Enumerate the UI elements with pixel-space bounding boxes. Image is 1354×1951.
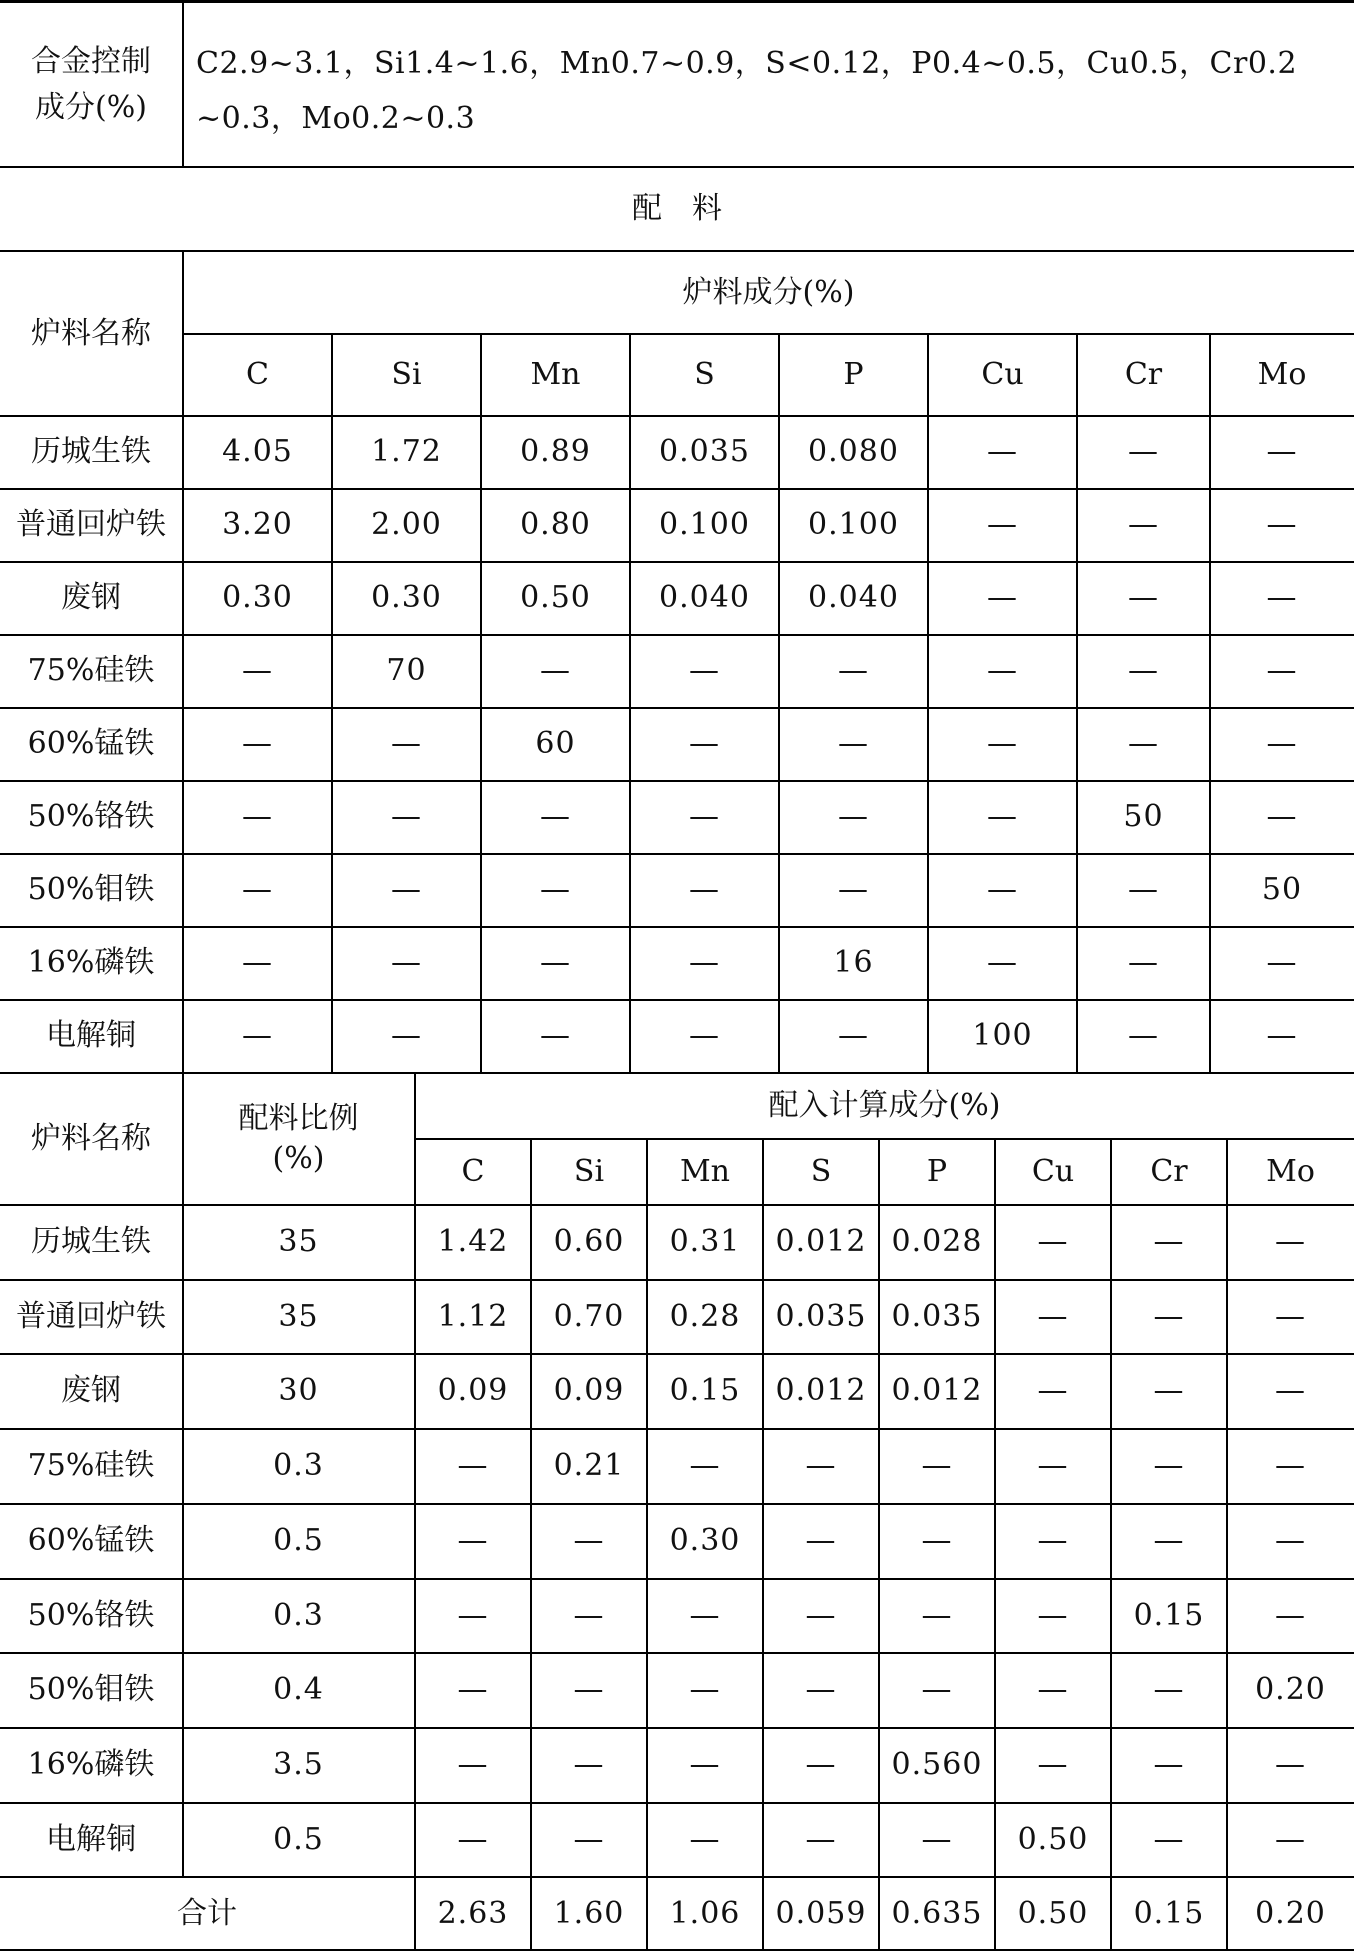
t2-cell: —: [457, 1448, 489, 1484]
t2-row-ratio: 0.5: [273, 1522, 324, 1558]
t2-row-rule: [0, 1802, 1354, 1804]
t2-name-divider: [182, 1073, 184, 1877]
t2-cell: 0.09: [553, 1373, 625, 1409]
t2-cell: —: [689, 1821, 721, 1857]
t2-cell: 0.70: [553, 1298, 625, 1334]
t1-group-header: 炉料成分(%): [682, 274, 855, 310]
t1-cell: —: [1266, 726, 1298, 762]
t2-cell: 0.20: [1255, 1672, 1326, 1708]
t1-cell: —: [1266, 1018, 1298, 1054]
t2-cell: 0.30: [669, 1522, 741, 1558]
t1-row-name: 电解铜: [46, 1018, 136, 1054]
t2-row-rule: [0, 1876, 1354, 1878]
t2-cell: 0.50: [1017, 1821, 1089, 1857]
t2-cell: —: [689, 1448, 721, 1484]
t2-cell: —: [1037, 1746, 1069, 1782]
section-title-text: 配 料: [632, 190, 722, 226]
t1-cell: —: [838, 872, 869, 908]
t1-cell: 70: [386, 653, 427, 689]
t1-row-rule: [0, 999, 1354, 1001]
t2-cell: —: [1037, 1672, 1069, 1708]
t2-cell: —: [1153, 1522, 1185, 1558]
t1-row-name: 75%硅铁: [27, 653, 155, 689]
t1-row-name: 60%锰铁: [27, 726, 155, 762]
t2-cell: 0.012: [775, 1224, 867, 1260]
t2-cell: 0.21: [553, 1448, 625, 1484]
t2-row-ratio: 35: [278, 1298, 319, 1334]
t1-cell: 2.00: [371, 507, 442, 543]
t1-cell: —: [1266, 945, 1298, 981]
t1-element-header: Si: [391, 356, 422, 392]
t2-rule-under-elements: [0, 1204, 1354, 1206]
t1-cell: —: [242, 653, 273, 689]
t2-total-cell: 0.20: [1255, 1895, 1326, 1931]
alloy-spec-text: [196, 36, 1344, 146]
t2-cell: —: [457, 1672, 489, 1708]
t2-cell: 0.035: [775, 1298, 867, 1334]
t2-cell: 0.60: [553, 1224, 625, 1260]
t1-cell: —: [391, 726, 422, 762]
t1-col-divider: [1076, 334, 1078, 1073]
t2-cell: 0.012: [775, 1373, 867, 1409]
alloy-spec-label: [0, 4, 182, 166]
t1-cell: —: [1128, 434, 1159, 470]
t2-row-rule: [0, 1578, 1354, 1580]
t1-cell: 0.30: [222, 580, 293, 616]
t2-cell: 0.09: [437, 1373, 509, 1409]
t2-total-cell: 0.059: [775, 1895, 867, 1931]
t2-cell: —: [689, 1597, 721, 1633]
t1-cell: —: [391, 872, 422, 908]
t1-row-rule: [0, 853, 1354, 855]
t2-cell: —: [1037, 1522, 1069, 1558]
t1-cell: —: [1266, 507, 1298, 543]
t1-cell: 0.040: [659, 580, 750, 616]
t2-ratio-header-line2: (%): [272, 1141, 325, 1176]
t1-col-divider: [927, 334, 929, 1073]
t2-row-rule: [0, 1652, 1354, 1654]
t2-row-ratio: 30: [278, 1373, 319, 1409]
t1-cell: —: [689, 726, 720, 762]
t1-cell: —: [689, 1018, 720, 1054]
t2-cell: —: [573, 1672, 605, 1708]
t2-col-divider: [762, 1139, 764, 1951]
t2-ratio-divider: [414, 1073, 416, 1951]
alloy-spec-label-line2: 成分(%): [35, 90, 147, 125]
t2-cell: —: [921, 1448, 953, 1484]
t1-cell: —: [391, 1018, 422, 1054]
t2-cell: —: [1153, 1448, 1185, 1484]
t2-total-cell: 1.06: [669, 1895, 741, 1931]
t2-row-rule: [0, 1353, 1354, 1355]
t1-cell: —: [242, 799, 273, 835]
t1-row-name: 普通回炉铁: [16, 507, 166, 543]
t2-row-name: 75%硅铁: [27, 1448, 155, 1484]
t2-col-divider: [878, 1139, 880, 1951]
t2-row-ratio: 0.4: [273, 1672, 324, 1708]
t2-cell: 0.28: [669, 1298, 741, 1334]
t1-cell: 0.035: [659, 434, 750, 470]
t1-cell: 0.80: [520, 507, 591, 543]
t2-row-rule: [0, 1503, 1354, 1505]
t1-row-rule: [0, 1072, 1354, 1074]
t2-group-header: 配入计算成分(%): [768, 1087, 1001, 1123]
t2-cell: —: [1153, 1746, 1185, 1782]
t1-cell: 16: [833, 945, 874, 981]
t1-cell: 0.100: [808, 507, 899, 543]
t1-cell: —: [838, 653, 869, 689]
t1-cell: —: [838, 799, 869, 835]
t1-cell: —: [1266, 799, 1298, 835]
t1-cell: —: [540, 799, 571, 835]
t1-rule-under-group: [183, 333, 1354, 335]
t1-cell: —: [987, 580, 1018, 616]
t2-row-name: 60%锰铁: [27, 1522, 155, 1558]
t2-cell: —: [1275, 1522, 1306, 1558]
t1-cell: —: [987, 653, 1018, 689]
t2-cell: 0.15: [1133, 1597, 1205, 1633]
t1-cell: —: [1128, 580, 1159, 616]
t2-cell: —: [457, 1522, 489, 1558]
t1-cell: —: [242, 726, 273, 762]
t1-cell: 0.040: [808, 580, 899, 616]
t2-cell: —: [1275, 1448, 1306, 1484]
alloy-spec-line2: ~0.3，Mo0.2~0.3: [196, 101, 476, 136]
t1-element-header: Cr: [1124, 356, 1163, 392]
t2-cell: —: [805, 1448, 837, 1484]
t1-cell: —: [689, 872, 720, 908]
t2-col-divider: [646, 1139, 648, 1951]
t2-cell: 0.15: [669, 1373, 741, 1409]
t2-cell: —: [1153, 1821, 1185, 1857]
t1-row-rule: [0, 561, 1354, 563]
t2-element-header: Si: [573, 1153, 605, 1189]
t1-cell: 0.89: [520, 434, 591, 470]
t2-total-cell: 0.15: [1133, 1895, 1205, 1931]
t2-cell: —: [689, 1746, 721, 1782]
t1-element-header: S: [694, 356, 715, 392]
t2-row-name: 废钢: [61, 1373, 121, 1409]
t1-cell: —: [1266, 653, 1298, 689]
t1-cell: —: [987, 434, 1018, 470]
spec-divider: [182, 0, 184, 166]
t1-element-header: Cu: [981, 356, 1024, 392]
t2-cell: —: [457, 1746, 489, 1782]
t2-cell: —: [457, 1821, 489, 1857]
t2-row-rule: [0, 1727, 1354, 1729]
t1-element-header: Mo: [1257, 356, 1307, 392]
t2-cell: 0.035: [891, 1298, 983, 1334]
t2-cell: —: [1037, 1373, 1069, 1409]
t2-cell: —: [573, 1522, 605, 1558]
alloy-spec-line1: C2.9~3.1，Si1.4~1.6，Mn0.7~0.9，S<0.12，P0.4~0.5，Cu0.5，Cr0.2: [196, 46, 1298, 81]
t1-cell: 60: [535, 726, 576, 762]
t1-cell: —: [689, 653, 720, 689]
t2-row-name: 普通回炉铁: [16, 1298, 166, 1334]
t1-cell: —: [1128, 507, 1159, 543]
t2-cell: 1.42: [437, 1224, 509, 1260]
t1-cell: —: [838, 1018, 869, 1054]
t2-row-name: 50%钼铁: [27, 1672, 155, 1708]
t2-ratio-header-line1: 配料比例: [238, 1100, 359, 1136]
t2-row-name: 16%磷铁: [27, 1746, 155, 1782]
t1-cell: —: [1128, 872, 1159, 908]
t2-total-label: 合计: [177, 1895, 237, 1931]
t1-cell: —: [540, 653, 571, 689]
t1-cell: —: [540, 945, 571, 981]
t2-cell: —: [1275, 1597, 1306, 1633]
t2-row-ratio: 0.3: [273, 1597, 324, 1633]
t2-element-header: Cu: [1031, 1153, 1075, 1189]
t1-name-header: 炉料名称: [31, 315, 151, 351]
t1-cell: 4.05: [222, 434, 293, 470]
rule-after-title: [0, 250, 1354, 252]
t2-name-header: 炉料名称: [31, 1120, 151, 1156]
t1-cell: —: [987, 872, 1018, 908]
section-title: [0, 168, 1354, 250]
t2-col-divider: [530, 1139, 532, 1951]
t2-cell: —: [805, 1746, 837, 1782]
t2-col-divider: [994, 1139, 996, 1951]
t2-row-ratio: 0.3: [273, 1448, 324, 1484]
t2-total-cell: 0.635: [891, 1895, 983, 1931]
t1-cell: 0.100: [659, 507, 750, 543]
t2-cell: —: [1153, 1373, 1185, 1409]
t2-cell: —: [1153, 1672, 1185, 1708]
rule-top: [0, 0, 1354, 3]
t1-cell: 0.30: [371, 580, 442, 616]
alloy-spec-label-line1: 合金控制: [31, 43, 151, 79]
t2-cell: —: [1037, 1298, 1069, 1334]
t2-col-divider: [1226, 1139, 1228, 1951]
t1-row-name: 历城生铁: [31, 434, 151, 470]
t2-row-name: 50%铬铁: [27, 1597, 155, 1633]
t2-row-rule: [0, 1428, 1354, 1430]
t1-row-rule: [0, 926, 1354, 928]
t1-row-rule: [0, 488, 1354, 490]
t1-col-divider: [480, 334, 482, 1073]
t1-element-header: Mn: [530, 356, 581, 392]
t2-cell: —: [457, 1597, 489, 1633]
t2-rule-under-group: [415, 1138, 1354, 1140]
t1-cell: 50: [1261, 872, 1303, 908]
t1-cell: 0.080: [808, 434, 899, 470]
t2-element-header: Mo: [1266, 1153, 1315, 1189]
t1-cell: —: [1128, 653, 1159, 689]
t1-cell: 50: [1123, 799, 1164, 835]
rule-after-spec: [0, 166, 1354, 168]
t2-cell: —: [805, 1672, 837, 1708]
t2-row-ratio: 0.5: [273, 1821, 324, 1857]
t2-row-ratio: 35: [278, 1224, 319, 1260]
t2-cell: —: [1275, 1224, 1306, 1260]
t2-total-cell: 1.60: [553, 1895, 625, 1931]
t2-element-header: C: [461, 1153, 485, 1189]
t1-row-rule: [0, 707, 1354, 709]
t1-rule-under-elements: [0, 415, 1354, 417]
t1-cell: 100: [972, 1018, 1033, 1054]
t1-cell: —: [1128, 726, 1159, 762]
t2-row-ratio: 3.5: [273, 1746, 324, 1782]
t1-cell: —: [242, 945, 273, 981]
t1-element-header: P: [843, 356, 864, 392]
t1-cell: —: [987, 945, 1018, 981]
t2-cell: —: [1153, 1298, 1185, 1334]
t1-col-divider: [778, 334, 780, 1073]
t2-cell: —: [805, 1821, 837, 1857]
t2-total-cell: 0.50: [1017, 1895, 1089, 1931]
t2-cell: 0.31: [669, 1224, 741, 1260]
t2-cell: —: [805, 1597, 837, 1633]
t2-element-header: Cr: [1150, 1153, 1188, 1189]
t2-cell: —: [573, 1821, 605, 1857]
t1-cell: —: [838, 726, 869, 762]
t1-cell: —: [689, 945, 720, 981]
t2-cell: —: [1037, 1224, 1069, 1260]
t1-cell: —: [242, 872, 273, 908]
t1-col-divider: [1209, 334, 1211, 1073]
t2-cell: —: [1037, 1448, 1069, 1484]
t1-name-divider: [182, 252, 184, 1073]
t2-cell: —: [573, 1597, 605, 1633]
t2-cell: —: [805, 1522, 837, 1558]
t1-cell: —: [987, 726, 1018, 762]
t2-ratio-header: [183, 1073, 414, 1205]
t2-element-header: P: [926, 1153, 948, 1189]
t2-cell: —: [921, 1821, 953, 1857]
t1-element-header: C: [246, 356, 269, 392]
t2-cell: —: [1275, 1746, 1306, 1782]
t2-col-divider: [1110, 1139, 1112, 1951]
t1-col-divider: [629, 334, 631, 1073]
t2-cell: —: [1275, 1298, 1306, 1334]
t2-element-header: Mn: [679, 1153, 731, 1189]
t1-cell: —: [689, 799, 720, 835]
t1-row-name: 50%钼铁: [27, 872, 155, 908]
t1-row-name: 16%磷铁: [27, 945, 155, 981]
t1-cell: 0.50: [520, 580, 591, 616]
t2-cell: —: [921, 1672, 953, 1708]
t1-cell: —: [987, 507, 1018, 543]
t2-row-name: 历城生铁: [31, 1224, 151, 1260]
t2-cell: —: [1153, 1224, 1185, 1260]
t2-cell: 0.028: [891, 1224, 983, 1260]
t1-cell: —: [1128, 1018, 1159, 1054]
t1-cell: —: [540, 1018, 571, 1054]
t1-row-rule: [0, 780, 1354, 782]
t2-cell: —: [921, 1597, 953, 1633]
t2-row-rule: [0, 1279, 1354, 1281]
t2-cell: —: [573, 1746, 605, 1782]
t1-row-name: 废钢: [61, 580, 121, 616]
t1-cell: —: [391, 799, 422, 835]
t1-cell: —: [1128, 945, 1159, 981]
t1-cell: 3.20: [222, 507, 293, 543]
t2-total-cell: 2.63: [437, 1895, 509, 1931]
t2-element-header: S: [810, 1153, 832, 1189]
t2-cell: 0.012: [891, 1373, 983, 1409]
t1-cell: —: [1266, 580, 1298, 616]
t2-cell: 1.12: [437, 1298, 509, 1334]
t2-row-name: 电解铜: [46, 1821, 136, 1857]
t1-cell: —: [1266, 434, 1298, 470]
t2-cell: —: [1275, 1821, 1306, 1857]
t1-cell: 1.72: [371, 434, 442, 470]
t1-cell: —: [242, 1018, 273, 1054]
t2-cell: —: [689, 1672, 721, 1708]
t2-cell: —: [921, 1522, 953, 1558]
t2-cell: —: [1275, 1373, 1306, 1409]
t1-cell: —: [987, 799, 1018, 835]
t1-row-rule: [0, 634, 1354, 636]
t1-cell: —: [391, 945, 422, 981]
t1-cell: —: [540, 872, 571, 908]
t1-col-divider: [331, 334, 333, 1073]
t1-row-name: 50%铬铁: [27, 799, 155, 835]
t2-cell: —: [1037, 1597, 1069, 1633]
t2-cell: 0.560: [891, 1746, 983, 1782]
